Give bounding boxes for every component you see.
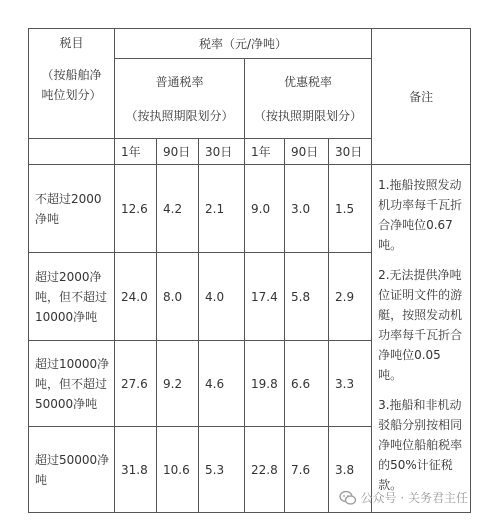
notes-header: 备注 — [372, 29, 471, 165]
rate-cell: 10.6 — [157, 427, 199, 513]
notes-cell — [372, 165, 471, 513]
rate-cell: 9.0 — [245, 165, 285, 253]
rate-cell: 1.5 — [329, 165, 372, 253]
row-category: 超过10000净吨，但不超过50000净吨 — [29, 341, 115, 427]
rate-cell: 4.6 — [199, 341, 245, 427]
row-category: 超过2000净吨，但不超过10000净吨 — [29, 253, 115, 341]
rate-cell: 2.9 — [329, 253, 372, 341]
rate-cell: 7.6 — [285, 427, 329, 513]
note-item: 3.拖船和非机动驳船分别按相同净吨位船舶税率的50%计征税款。 — [378, 398, 463, 492]
note-item: 2.无法提供净吨位证明文件的游艇，按照发动机功率每千瓦折合净吨位0.05吨。 — [378, 268, 463, 382]
rate-cell: 17.4 — [245, 253, 285, 341]
period-preferential-90d: 90日 — [285, 139, 329, 165]
tonnage-tax-table — [28, 28, 471, 513]
row-category: 超过50000净吨 — [29, 427, 115, 513]
note-item: 1.拖船按照发动机功率每千瓦折合净吨位0.67吨。 — [378, 178, 463, 252]
rate-header: 税率（元/净吨） — [115, 29, 372, 59]
category-header-cell — [29, 29, 115, 139]
row-category: 不超过2000净吨 — [29, 165, 115, 253]
rate-cell: 5.8 — [285, 253, 329, 341]
preferential-rate-subtitle: （按执照期限划分） — [254, 108, 363, 123]
rate-cell: 8.0 — [157, 253, 199, 341]
rate-cell: 12.6 — [115, 165, 157, 253]
category-header-subtitle: （按船舶净吨位划分） — [41, 68, 102, 102]
rate-cell: 3.3 — [329, 341, 372, 427]
rate-cell: 4.2 — [157, 165, 199, 253]
rate-cell: 24.0 — [115, 253, 157, 341]
preferential-rate-header — [245, 59, 372, 139]
rate-cell: 5.3 — [199, 427, 245, 513]
rate-cell: 19.8 — [245, 341, 285, 427]
watermark-text: 公众号 · 关务君主任 — [360, 491, 468, 505]
rate-cell: 6.6 — [285, 341, 329, 427]
period-preferential-30d: 30日 — [329, 139, 372, 165]
rate-cell: 3.8 — [329, 427, 372, 513]
ordinary-rate-subtitle: （按执照期限划分） — [125, 108, 234, 123]
period-preferential-1y: 1年 — [245, 139, 285, 165]
rate-cell: 9.2 — [157, 341, 199, 427]
ordinary-rate-title: 普通税率 — [155, 74, 204, 89]
wechat-icon — [339, 490, 357, 506]
ordinary-rate-header — [115, 59, 245, 139]
preferential-rate-title: 优惠税率 — [284, 74, 333, 89]
rate-cell: 2.1 — [199, 165, 245, 253]
rate-cell: 22.8 — [245, 427, 285, 513]
rate-cell: 4.0 — [199, 253, 245, 341]
period-ordinary-1y: 1年 — [115, 139, 157, 165]
rate-cell: 31.8 — [115, 427, 157, 513]
table-row — [29, 165, 471, 253]
category-header-spacer — [29, 139, 115, 165]
period-ordinary-30d: 30日 — [199, 139, 245, 165]
category-header-title: 税目 — [59, 36, 84, 50]
rate-cell: 3.0 — [285, 165, 329, 253]
period-ordinary-90d: 90日 — [157, 139, 199, 165]
rate-cell: 27.6 — [115, 341, 157, 427]
watermark — [339, 489, 468, 506]
